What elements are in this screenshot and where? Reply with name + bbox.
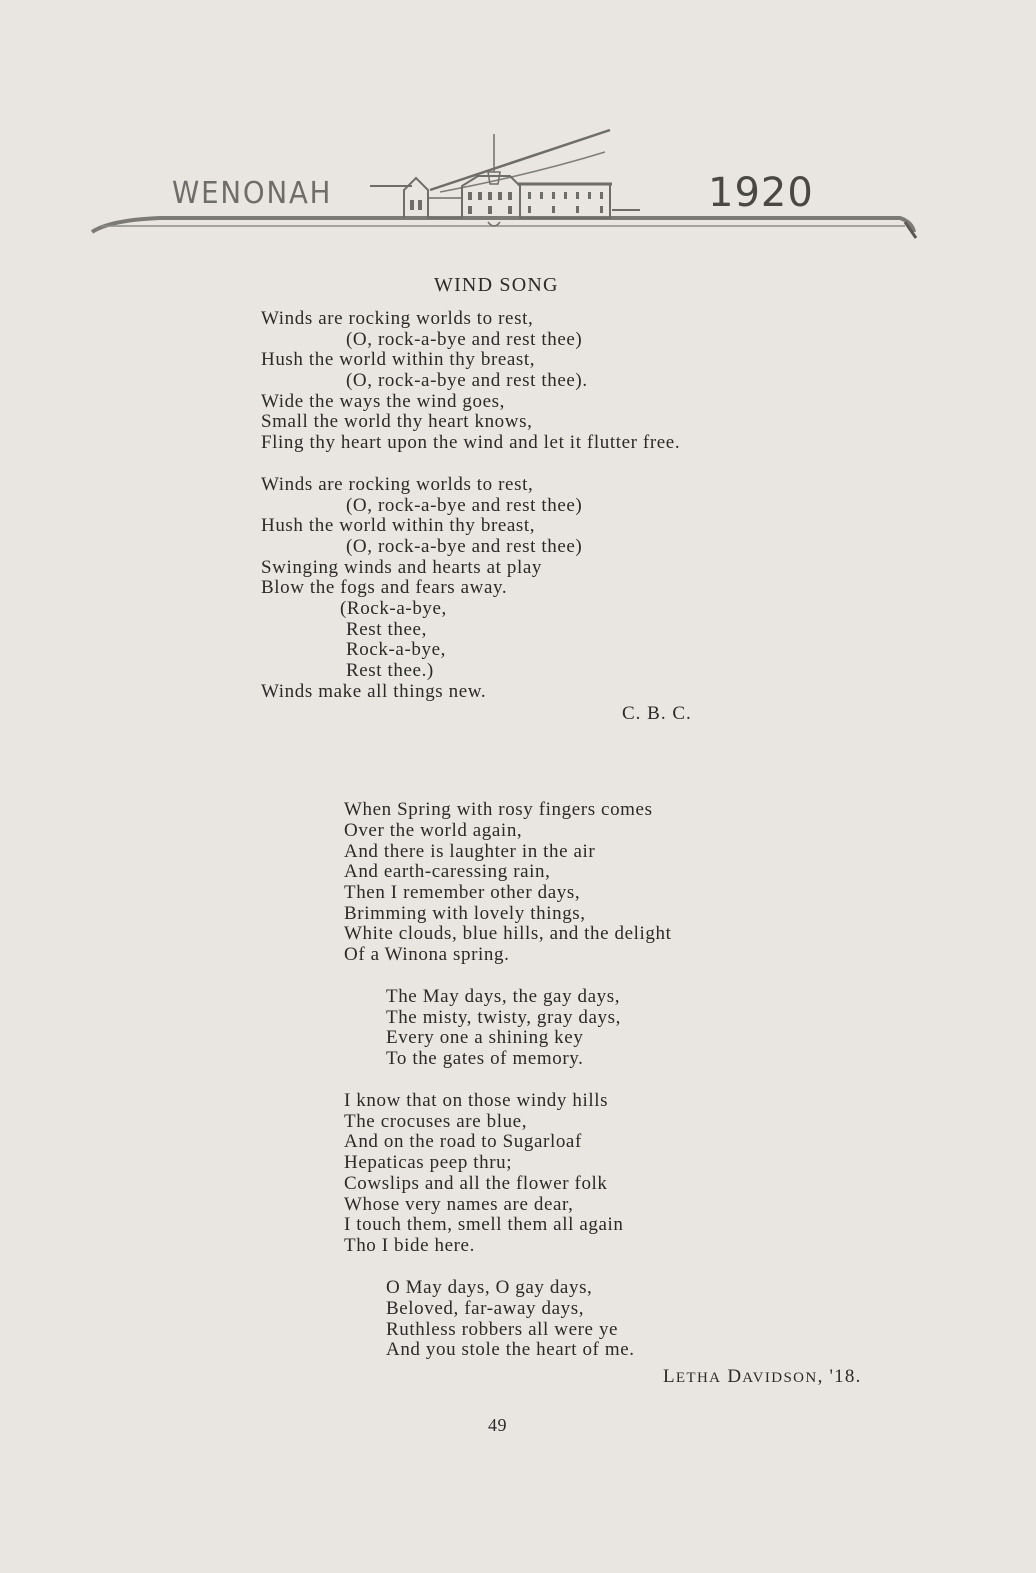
poem-line: (O, rock-a-bye and rest thee)	[346, 536, 583, 557]
page-number: 49	[488, 1415, 507, 1435]
poem-line: And you stole the heart of me.	[386, 1339, 635, 1360]
poem-line: And on the road to Sugarloaf	[344, 1131, 582, 1152]
poem-line: I touch them, smell them all again	[344, 1214, 624, 1235]
poem-line: I know that on those windy hills	[344, 1090, 609, 1111]
poem-author-signature	[663, 1366, 862, 1388]
author-suffix: , '18.	[817, 1366, 862, 1387]
poem-line: And earth-caressing rain,	[344, 861, 551, 882]
poem-line: (O, rock-a-bye and rest thee)	[346, 329, 583, 350]
poem-line: White clouds, blue hills, and the delight	[344, 923, 672, 944]
poem-line: And there is laughter in the air	[344, 841, 596, 862]
poem-line: When Spring with rosy fingers comes	[344, 799, 653, 820]
poem-line: Ruthless robbers all were ye	[386, 1319, 619, 1340]
poem-line: The May days, the gay days,	[386, 986, 621, 1007]
poem-line: Hepaticas peep thru;	[344, 1152, 513, 1173]
poem-line: Fling thy heart upon the wind and let it flutter free.	[261, 432, 681, 453]
poem-line: Of a Winona spring.	[344, 944, 510, 965]
poem-line: Tho I bide here.	[344, 1235, 475, 1256]
poem-line: Winds make all things new.	[261, 681, 487, 702]
author-first-rest: ETHA	[675, 1370, 722, 1386]
author-first-initial: L	[663, 1366, 676, 1387]
poem-line: To the gates of memory.	[386, 1048, 584, 1069]
poem-line: Winds are rocking worlds to rest,	[261, 474, 534, 495]
poem-line: Wide the ways the wind goes,	[261, 391, 505, 412]
poem-line: Winds are rocking worlds to rest,	[261, 308, 534, 329]
author-last-rest: AVIDSON	[742, 1370, 818, 1386]
poem-line: Over the world again,	[344, 820, 523, 841]
poem-line: Rock-a-bye,	[346, 639, 446, 660]
header-title: WENONAH	[172, 176, 333, 211]
header-year: 1920	[708, 170, 814, 216]
poem-line: The crocuses are blue,	[344, 1111, 528, 1132]
poem-line: Beloved, far-away days,	[386, 1298, 585, 1319]
poem-line: Then I remember other days,	[344, 882, 581, 903]
poem-line: Hush the world within thy breast,	[261, 515, 536, 536]
author-last-initial: D	[727, 1366, 743, 1387]
poem-line: (O, rock-a-bye and rest thee).	[346, 370, 588, 391]
poem-line: Brimming with lovely things,	[344, 903, 586, 924]
poem-line: Hush the world within thy breast,	[261, 349, 536, 370]
poem-line: (O, rock-a-bye and rest thee)	[346, 495, 583, 516]
poem-line: Every one a shining key	[386, 1027, 584, 1048]
poem-line: Swinging winds and hearts at play	[261, 557, 543, 578]
poem-title: WIND SONG	[434, 274, 559, 296]
poem-signature: C. B. C.	[622, 703, 692, 724]
poem-line: Blow the fogs and fears away.	[261, 577, 508, 598]
poem-line: Small the world thy heart knows,	[261, 411, 533, 432]
poem-line: Rest thee,	[346, 619, 427, 640]
poem-line: Rest thee.)	[346, 660, 434, 681]
poem-line: (Rock-a-bye,	[340, 598, 447, 619]
poem-line: Cowslips and all the flower folk	[344, 1173, 608, 1194]
header-building-illustration	[0, 0, 1036, 260]
poem-line: The misty, twisty, gray days,	[386, 1007, 621, 1028]
poem-line: O May days, O gay days,	[386, 1277, 593, 1298]
poem-line: Whose very names are dear,	[344, 1194, 574, 1215]
